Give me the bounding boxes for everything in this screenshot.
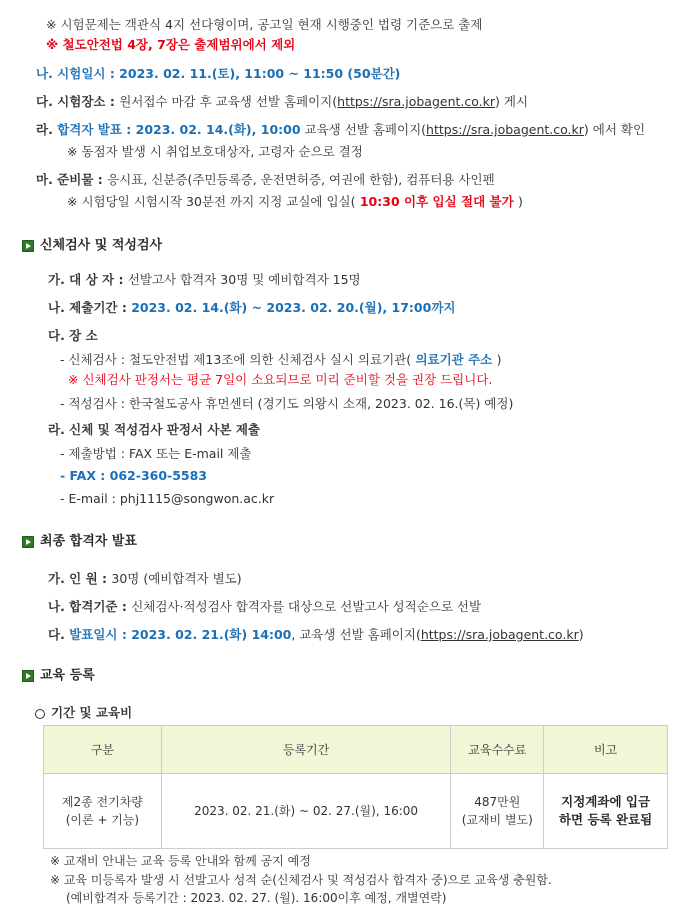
physical-submit-method: - 제출방법 : FAX 또는 E-mail 제출	[60, 446, 252, 461]
section-physical-title: 신체검사 및 적성검사	[40, 238, 163, 253]
registration-table	[43, 725, 668, 849]
physical-period	[48, 298, 455, 316]
physical-submit-label: 라. 신체 및 적성검사 판정서 사본 제출	[48, 422, 260, 437]
physical-place-item-1-suffix: )	[496, 352, 502, 367]
exam-place-label: 다. 시험장소 :	[36, 94, 120, 109]
cell-category	[44, 774, 162, 849]
section-final-header	[22, 530, 137, 549]
cell-period: 2023. 02. 21.(화) ~ 02. 27.(월), 16:00	[161, 774, 451, 849]
final-count	[48, 569, 242, 587]
cell-note	[544, 774, 668, 849]
header-category: 구분	[44, 726, 162, 774]
medical-address-link[interactable]: 의료기관 주소	[411, 352, 497, 367]
announce-link[interactable]: https://sra.jobagent.co.kr	[426, 122, 584, 137]
announce-text: 교육생 선발 홈페이지(	[300, 122, 427, 137]
exam-note-exclusion: ※ 철도안전법 4장, 7장은 출제범위에서 제외	[46, 37, 296, 52]
announce-prefix: 라.	[36, 122, 58, 137]
exam-result-announcement	[36, 120, 645, 138]
registration-note-1: ※ 교재비 안내는 교육 등록 안내와 함께 공지 예정	[50, 854, 311, 868]
prep-note	[67, 192, 523, 210]
header-period: 등록기간	[161, 726, 451, 774]
physical-period-text: 2023. 02. 14.(화) ~ 2023. 02. 20.(월), 17:00까지	[131, 300, 456, 315]
exam-prep	[36, 170, 495, 188]
exam-place-suffix: ) 게시	[495, 94, 529, 109]
final-date-prefix: 다.	[48, 627, 70, 642]
exam-note-format: ※ 시험문제는 객관식 4지 선다형이며, 공고일 현재 시행중인 법령 기준으로 출제	[46, 17, 483, 32]
note-line-1: 지정계좌에 입금	[561, 794, 651, 809]
physical-target	[48, 270, 361, 288]
final-count-text: 30명 (예비합격자 별도)	[111, 571, 242, 586]
physical-place-item-1-text: - 신체검사 : 철도안전법 제13조에 의한 신체검사 실시 의료기관(	[60, 352, 412, 367]
table-header-row	[44, 726, 668, 774]
announce-label: 합격자 발표 : 2023. 02. 14.(화), 10:00	[57, 122, 301, 137]
prep-note-text: ※ 시험당일 시험시작 30분전 까지 지정 교실에 입실(	[67, 194, 356, 209]
announce-tie-note: ※ 동점자 발생 시 취업보호대상자, 고령자 순으로 결정	[67, 144, 363, 159]
physical-submit-fax: - FAX : 062-360-5583	[60, 468, 208, 483]
category-line-1: 제2종 전기차량	[61, 795, 143, 809]
prep-note-suffix: )	[518, 194, 523, 209]
section-final-title: 최종 합격자 발표	[40, 534, 137, 549]
cell-fee	[451, 774, 544, 849]
registration-note-2: ※ 교육 미등록자 발생 시 선발고사 성적 순(신체검사 및 적성검사 합격자 중)으로 교육생 충원함.	[50, 873, 552, 887]
final-count-label: 가. 인 원 :	[48, 571, 112, 586]
final-date-label: 발표일시 : 2023. 02. 21.(화) 14:00	[69, 627, 292, 642]
category-line-2: (이론 + 기능)	[65, 813, 140, 827]
final-date	[48, 625, 584, 643]
section-registration-title: 교육 등록	[40, 668, 95, 683]
prep-label: 마. 준비물 :	[36, 172, 108, 187]
header-note: 비고	[544, 726, 668, 774]
exam-date: 나. 시험일시 : 2023. 02. 11.(토), 11:00 ~ 11:50 (50분간)	[36, 66, 401, 81]
physical-target-label: 가. 대 상 자 :	[48, 272, 128, 287]
table-row	[44, 774, 668, 849]
exam-place-text: 원서접수 마감 후 교육생 선발 홈페이지(	[119, 94, 338, 109]
physical-period-label: 나. 제출기간 :	[48, 300, 132, 315]
circle-bullet-icon	[35, 709, 45, 719]
final-date-link[interactable]: https://sra.jobagent.co.kr	[420, 627, 579, 642]
prep-note-red: 10:30 이후 입실 절대 불가	[355, 194, 518, 209]
physical-place-item-1-note: ※ 신체검사 판정서는 평균 7일이 소요되므로 미리 준비할 것을 권장 드립니다.	[68, 372, 493, 387]
announce-suffix: ) 에서 확인	[583, 122, 646, 137]
section-arrow-icon	[22, 536, 34, 548]
final-criteria-label: 나. 합격기준 :	[48, 599, 132, 614]
final-date-text: , 교육생 선발 홈페이지(	[291, 627, 421, 642]
fee-line-1: 487만원	[474, 795, 521, 809]
exam-place-link[interactable]: https://sra.jobagent.co.kr	[337, 94, 496, 109]
section-arrow-icon	[22, 240, 34, 252]
header-fee: 교육수수료	[451, 726, 544, 774]
note-line-2: 하면 등록 완료됨	[558, 812, 653, 827]
physical-place-label: 다. 장 소	[48, 328, 98, 343]
section-physical-header	[22, 234, 162, 253]
physical-target-text: 선발고사 합격자 30명 및 예비합격자 15명	[127, 272, 361, 287]
final-criteria-text: 신체검사·적성검사 합격자를 대상으로 선발고사 성적순으로 선발	[131, 599, 482, 614]
physical-place-item-1	[60, 350, 502, 368]
fee-line-2: (교재비 별도)	[461, 813, 533, 827]
physical-submit-email: - E-mail : phj1115@songwon.ac.kr	[60, 491, 275, 506]
registration-note-3: (예비합격자 등록기간 : 2023. 02. 27. (월). 16:00이후 예정, 개별연락)	[66, 891, 447, 905]
final-criteria	[48, 597, 481, 615]
registration-subtitle	[35, 703, 132, 721]
prep-text: 응시표, 신분증(주민등록증, 운전면허증, 여권에 한함), 컴퓨터용 사인펜	[107, 172, 495, 187]
exam-place	[36, 92, 528, 110]
section-arrow-icon	[22, 670, 34, 682]
physical-place-item-2: - 적성검사 : 한국철도공사 휴먼센터 (경기도 의왕시 소재, 2023. 02. 16.(목) 예정)	[60, 396, 514, 411]
final-date-suffix: )	[578, 627, 584, 642]
registration-subtitle-text: 기간 및 교육비	[51, 705, 133, 720]
section-registration-header	[22, 664, 95, 683]
